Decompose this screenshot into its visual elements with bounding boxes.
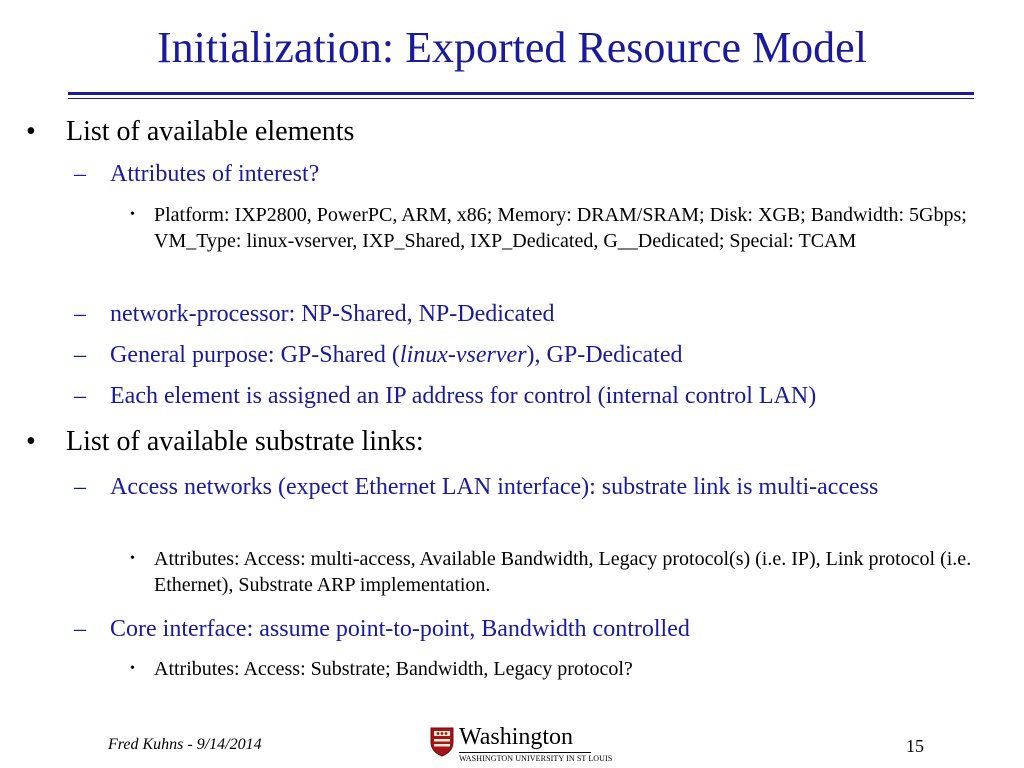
bullet-dot: • xyxy=(130,661,135,676)
bullet-text: List of available elements xyxy=(66,116,355,147)
bullet-dot: • xyxy=(130,551,135,566)
dash-marker: – xyxy=(74,161,86,187)
dash-marker: – xyxy=(74,301,86,327)
sub-bullet-text: Core interface: assume point-to-point, Bandwidth controlled xyxy=(110,616,690,642)
sub-bullet-network-processor xyxy=(74,298,1000,330)
slide-title: Initialization: Exported Resource Model xyxy=(157,23,867,72)
logo-wordmark: Washington xyxy=(459,724,574,750)
logo-subtitle: WASHINGTON UNIVERSITY IN ST LOUIS xyxy=(459,754,613,763)
detail-platform xyxy=(130,202,1004,254)
sub-bullet-text-after: ), GP-Dedicated xyxy=(526,342,683,368)
dash-marker: – xyxy=(74,474,86,500)
detail-text: Attributes: Access: multi-access, Available Bandwidth, Legacy protocol(s) (i.e. IP), Link protocol (i.e. Ethernet), Substrate ARP implementation. xyxy=(154,548,972,596)
logo-divider xyxy=(459,752,591,753)
dash-marker: – xyxy=(74,616,86,642)
dash-marker: – xyxy=(74,342,86,368)
bullet-dot: • xyxy=(130,207,135,222)
sub-bullet-text-italic: linux-vserver xyxy=(399,342,527,368)
dash-marker: – xyxy=(74,383,86,409)
bullet-dot: • xyxy=(26,426,36,457)
sub-bullet-text-before: General purpose: GP-Shared ( xyxy=(110,342,400,368)
detail-text: Attributes: Access: Substrate; Bandwidth, Legacy protocol? xyxy=(154,658,633,680)
page-number: 15 xyxy=(906,736,924,756)
bullet-elements xyxy=(26,116,355,148)
bullet-substrate-links xyxy=(26,426,424,458)
sub-bullet-text: Attributes of interest? xyxy=(110,161,320,187)
sub-bullet-access-networks xyxy=(74,471,1000,503)
detail-core-attributes xyxy=(130,656,1004,682)
detail-text: Platform: IXP2800, PowerPC, ARM, x86; Memory: DRAM/SRAM; Disk: XGB; Bandwidth: 5Gbps; VM_Type: linux-vserver, IXP_Shared, IXP_Dedicated, G__Dedicated; Special: TCAM xyxy=(154,204,967,252)
sub-bullet-attributes xyxy=(74,158,1000,190)
sub-bullet-core-interface xyxy=(74,613,1000,645)
bullet-text: List of available substrate links: xyxy=(66,426,424,457)
footer-author-date: Fred Kuhns - 9/14/2014 xyxy=(108,736,262,753)
bullet-dot: • xyxy=(26,116,36,147)
detail-access-attributes xyxy=(130,546,1004,598)
sub-bullet-text: Each element is assigned an IP address for control (internal control LAN) xyxy=(110,383,817,409)
sub-bullet-text: Access networks (expect Ethernet LAN interface): substrate link is multi-access xyxy=(110,474,879,500)
shield-icon xyxy=(430,727,454,757)
sub-bullet-general-purpose xyxy=(74,339,1000,371)
university-logo xyxy=(430,724,613,763)
sub-bullet-ip-address xyxy=(74,380,1000,412)
sub-bullet-text: network-processor: NP-Shared, NP-Dedicated xyxy=(110,301,555,327)
